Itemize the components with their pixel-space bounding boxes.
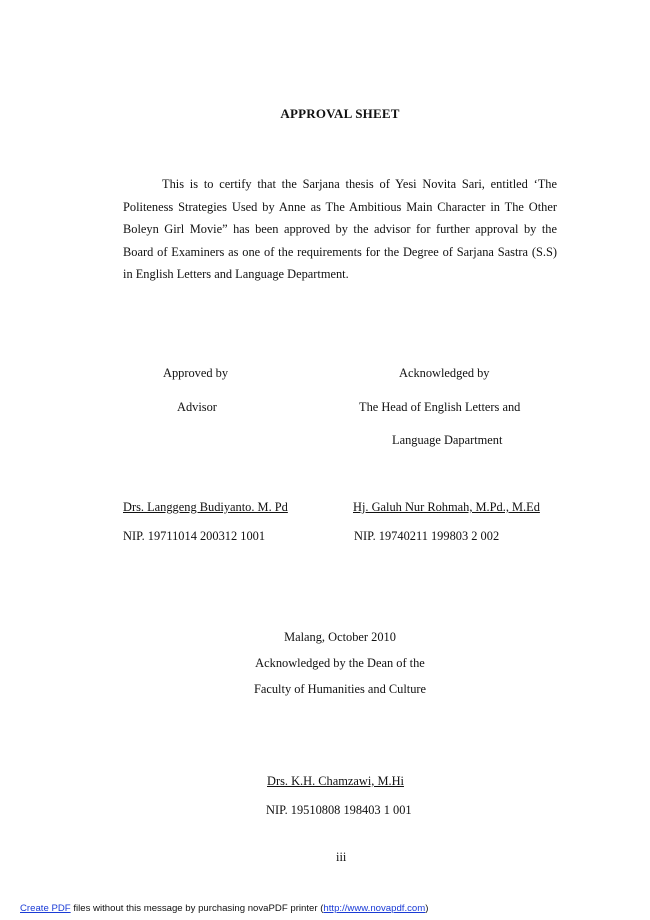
novapdf-link[interactable]: http://www.novapdf.com (323, 903, 426, 914)
dean-ack-line1: Acknowledged by the Dean of the (255, 656, 425, 670)
dean-name: Drs. K.H. Chamzawi, M.Hi (267, 774, 404, 788)
place-date: Malang, October 2010 (284, 630, 396, 644)
advisor-nip: NIP. 19711014 200312 1001 (123, 529, 266, 543)
pdf-footer (20, 903, 428, 914)
advisor-label: Advisor (177, 400, 217, 414)
head-role-line2: Language Dapartment (392, 433, 503, 447)
certification-paragraph (123, 173, 557, 286)
footer-text: files without this message by purchasing novaPDF printer ( (70, 903, 324, 914)
create-pdf-link[interactable]: Create PDF (20, 903, 71, 914)
page-title: APPROVAL SHEET (280, 106, 400, 121)
footer-text-end: ) (425, 903, 429, 914)
dean-ack-line2: Faculty of Humanities and Culture (253, 682, 427, 696)
certification-text: This is to certify that the Sarjana thesis of Yesi Novita Sari, entitled ‘The Politeness Strategies Used by Anne as The Ambitious Main Character in The Other Boleyn Girl Movie” has been approved by the advisor for further approval by the Board of Examiners as one of the requirements for the Degree of Sarjana Sastra (S.S) in English Letters and Language Department. (123, 177, 557, 281)
head-nip: NIP. 19740211 199803 2 002 (354, 529, 500, 543)
head-name: Hj. Galuh Nur Rohmah, M.Pd., M.Ed (353, 500, 540, 514)
approved-by-label: Approved by (163, 366, 229, 380)
acknowledged-by-label: Acknowledged by (399, 366, 490, 380)
dean-nip: NIP. 19510808 198403 1 001 (266, 803, 412, 817)
page-number: iii (336, 850, 347, 864)
advisor-name: Drs. Langgeng Budiyanto. M. Pd (123, 500, 288, 514)
head-role-line1: The Head of English Letters and (359, 400, 521, 414)
